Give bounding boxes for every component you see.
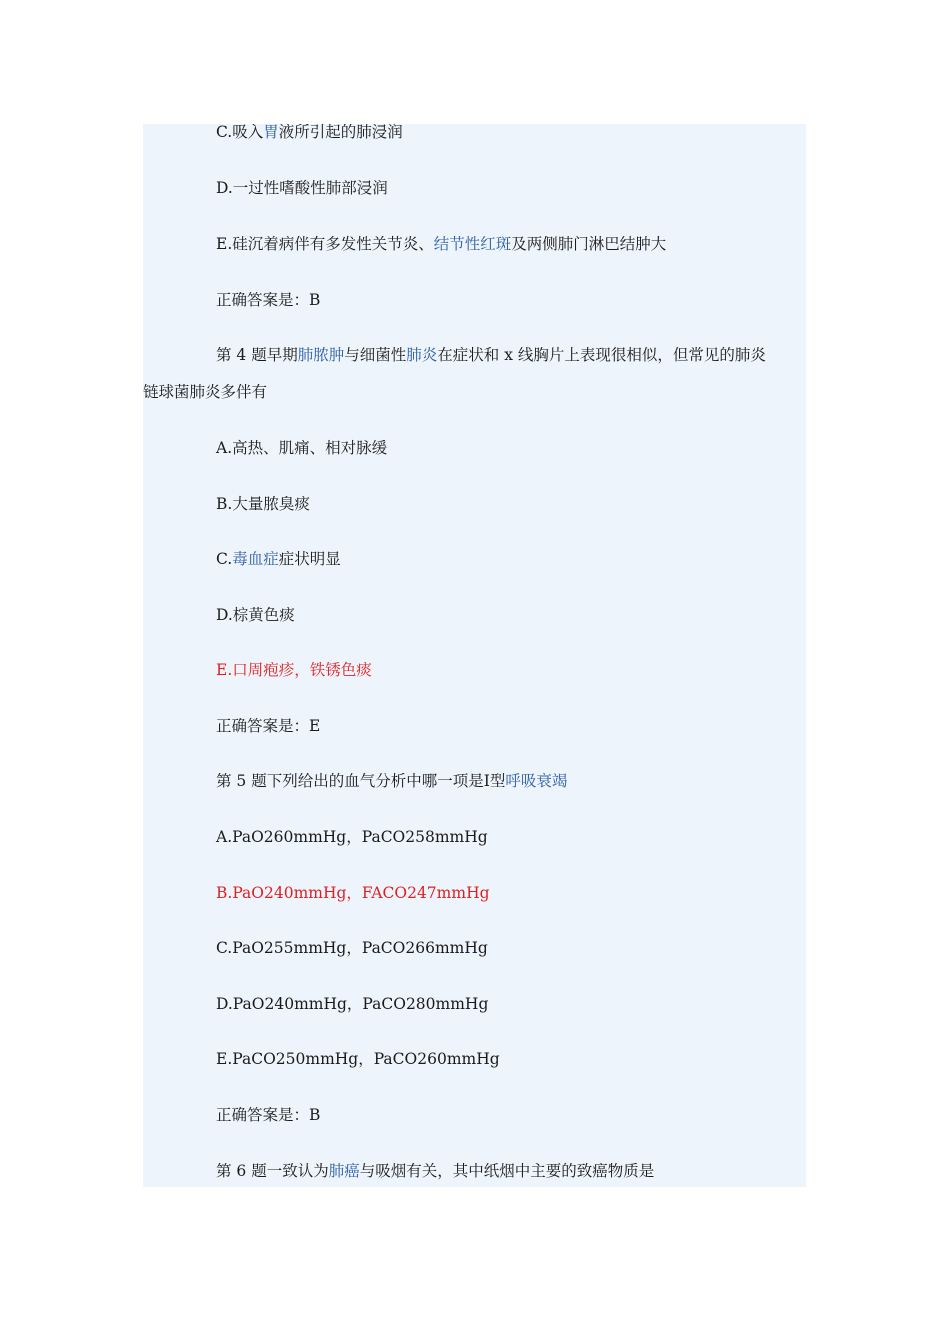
text-segment: 液所引起的肺浸润 bbox=[278, 123, 403, 141]
text-segment: D.一过性嗜酸性肺部浸润 bbox=[216, 179, 388, 197]
term-link[interactable]: 毒血症 bbox=[232, 550, 279, 568]
term-link[interactable]: 胃 bbox=[263, 123, 279, 141]
text-segment: 及两侧肺门淋巴结肿大 bbox=[511, 235, 667, 253]
answer-q3 bbox=[143, 290, 806, 310]
document-content-panel bbox=[143, 124, 806, 1187]
option-a-q4 bbox=[143, 438, 806, 458]
option-d-q4 bbox=[143, 605, 806, 625]
term-link[interactable]: 肺癌 bbox=[328, 1162, 360, 1180]
text-segment: 症状明显 bbox=[278, 550, 341, 568]
text-segment: E.PaCO250mmHg，PaCO260mmHg bbox=[216, 1050, 500, 1068]
text-segment: A.PaO260mmHg，PaCO258mmHg bbox=[216, 828, 488, 846]
option-e-q5 bbox=[143, 1049, 806, 1069]
answer-q4 bbox=[143, 716, 806, 736]
text-segment: C.PaO255mmHg，PaCO266mmHg bbox=[216, 939, 488, 957]
text-segment: 第 4 题早期 bbox=[216, 346, 298, 364]
question-q6 bbox=[143, 1161, 806, 1181]
option-b-q4 bbox=[143, 494, 806, 514]
text-segment: A.高热、肌痛、相对脉缓 bbox=[216, 439, 388, 457]
option-d-q5 bbox=[143, 994, 806, 1014]
text-segment: 与吸烟有关，其中纸烟中主要的致癌物质是 bbox=[359, 1162, 655, 1180]
question-q5 bbox=[143, 771, 806, 791]
term-link[interactable]: 结节性红斑 bbox=[433, 235, 512, 253]
text-segment: E.硅沉着病伴有多发性关节炎、 bbox=[216, 235, 434, 253]
option-d-q3 bbox=[143, 178, 806, 198]
text-segment: C.吸入 bbox=[216, 123, 264, 141]
question-q4-line2 bbox=[143, 382, 806, 402]
text-segment: 第 6 题一致认为 bbox=[216, 1162, 329, 1180]
highlighted-answer-text: B.PaO240mmHg，FACO247mmHg bbox=[216, 884, 490, 902]
text-segment: 第 5 题下列给出的血气分析中哪一项是Ⅰ型 bbox=[216, 772, 506, 790]
text-segment: D.PaO240mmHg，PaCO280mmHg bbox=[216, 995, 489, 1013]
text-segment: C. bbox=[216, 550, 233, 568]
option-a-q5 bbox=[143, 827, 806, 847]
question-q4-line1 bbox=[143, 345, 806, 365]
text-segment: 正确答案是：B bbox=[216, 1106, 321, 1124]
option-c-q4 bbox=[143, 549, 806, 569]
option-c-q3 bbox=[143, 122, 806, 142]
text-segment: D.棕黄色痰 bbox=[216, 606, 295, 624]
text-segment: 正确答案是：B bbox=[216, 291, 321, 309]
text-segment: 与细菌性 bbox=[344, 346, 407, 364]
highlighted-answer-text: E.口周疱疹，铁锈色痰 bbox=[216, 661, 372, 679]
option-b-q5 bbox=[143, 883, 806, 903]
text-segment: B.大量脓臭痰 bbox=[216, 495, 310, 513]
option-c-q5 bbox=[143, 938, 806, 958]
term-link[interactable]: 肺炎 bbox=[406, 346, 438, 364]
answer-q5 bbox=[143, 1105, 806, 1125]
option-e-q4 bbox=[143, 660, 806, 680]
term-link[interactable]: 呼吸衰竭 bbox=[505, 772, 568, 790]
text-segment: 链球菌肺炎多伴有 bbox=[143, 383, 268, 401]
text-segment: 正确答案是：E bbox=[216, 717, 321, 735]
term-link[interactable]: 肺脓肿 bbox=[297, 346, 345, 364]
option-e-q3 bbox=[143, 234, 806, 254]
text-segment: 在症状和 x 线胸片上表现很相似，但常见的肺炎 bbox=[437, 346, 766, 364]
